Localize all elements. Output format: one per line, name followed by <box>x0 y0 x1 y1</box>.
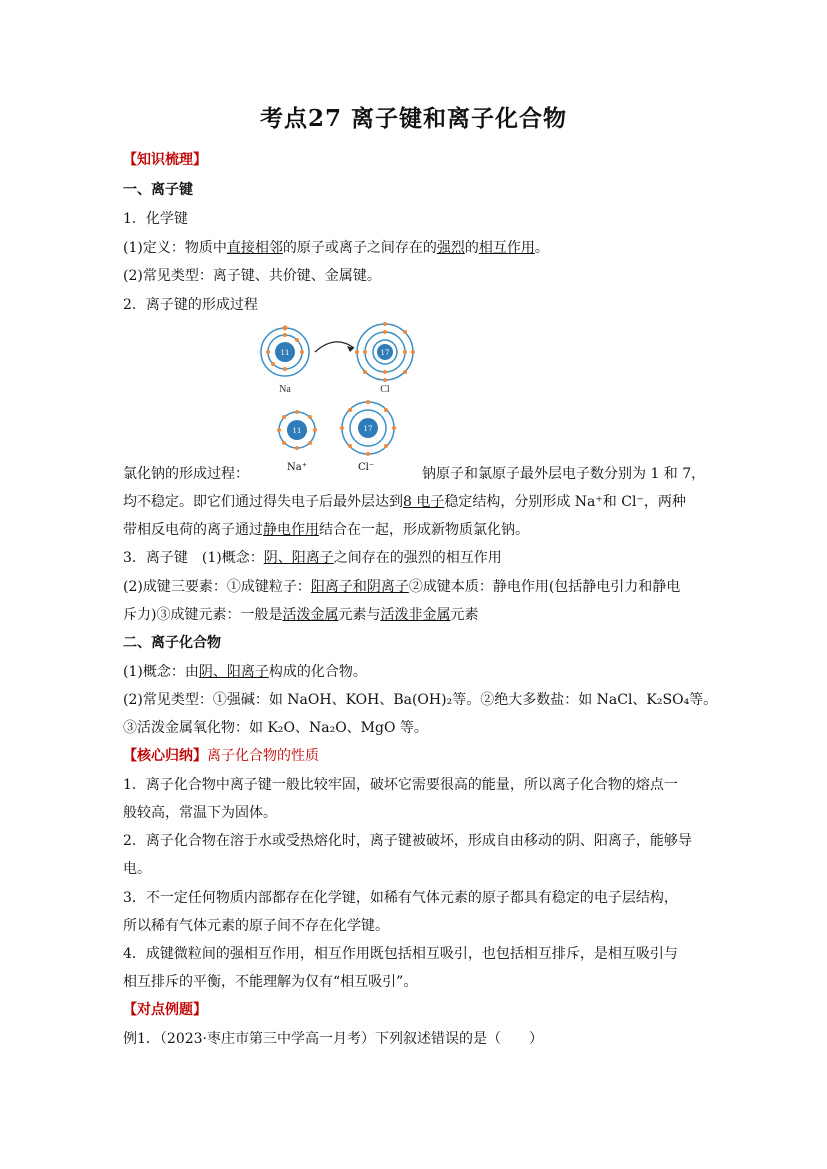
ionic-compound-types-1: (2)常见类型：①强碱：如 NaOH、KOH、Ba(OH)₂等。②绝大多数盐：如 NaCl、K₂SO₄等。 <box>123 692 718 708</box>
underlined-term: 活泼金属 <box>282 607 339 623</box>
para-text: 结合在一起，形成新物质氯化钠。 <box>319 522 529 538</box>
para-text: 3．离子键 (1)概念： <box>123 550 264 566</box>
svg-text:11: 11 <box>292 427 302 435</box>
definition-text: 。 <box>534 240 549 256</box>
cl-nucleus-label: 17 <box>380 349 390 357</box>
na-nucleus-label: 11 <box>280 349 290 357</box>
sodium-atom <box>261 326 309 396</box>
page-title: 考点27 离子键和离子化合物 <box>259 105 567 132</box>
point-line: 所以稀有气体元素的原子间不存在化学键。 <box>123 918 389 934</box>
definition-line <box>123 238 713 258</box>
para-text: 斥力)③成键元素：一般是 <box>123 607 283 623</box>
bond-types-line: (2)常见类型：离子键、共价键、金属键。 <box>123 268 381 284</box>
cl-label: Cl <box>380 384 390 395</box>
para-text: 均不稳定。即它们通过得失电子后最外层达到 <box>123 494 403 510</box>
section-knowledge-heading: 【知识梳理】 <box>123 152 207 168</box>
core-summary-heading <box>123 746 713 766</box>
underlined-term: 静电作用 <box>263 522 319 538</box>
example-1: 例1．（2023·枣庄市第三中学高一月考）下列叙述错误的是（ ） <box>123 1031 543 1047</box>
para-text: 构成的化合物。 <box>268 664 367 680</box>
cl-ion-label: Cl⁻ <box>358 462 375 473</box>
nacl-para-lead: 氯化钠的形成过程： <box>123 466 249 482</box>
section-example-heading: 【对点例题】 <box>123 1002 207 1018</box>
chlorine-atom <box>355 322 415 395</box>
underlined-term: 阳离子和阴离子 <box>310 579 409 595</box>
ionic-compound-definition <box>123 662 713 682</box>
heading-ionic-bond: 一、离子键 <box>123 182 193 198</box>
core-title: 离子化合物的性质 <box>207 748 319 764</box>
underlined-term: 相互作用 <box>478 240 535 256</box>
svg-text:17: 17 <box>363 425 373 433</box>
point-line: 般较高，常温下为固体。 <box>123 805 277 821</box>
nacl-para-after-image: 钠原子和氯原子最外层电子数分别为 1 和 7， <box>422 466 706 482</box>
point-line: 4．成键微粒间的强相互作用，相互作用既包括相互吸引，也包括相互排斥，是相互吸引与 <box>123 946 678 962</box>
ionic-compound-types-2: ③活泼金属氧化物：如 K₂O、Na₂O、MgO 等。 <box>123 720 428 736</box>
ionic-bond-concept <box>123 548 713 568</box>
sodium-ion <box>277 410 317 450</box>
point-line: 电。 <box>123 861 151 877</box>
underlined-term: 阴、阳离子 <box>263 550 334 566</box>
point-line: 相互排斥的平衡，不能理解为仅有“相互吸引”。 <box>123 974 418 990</box>
underlined-term: 直接相邻 <box>226 240 283 256</box>
para-text: 元素与 <box>338 607 381 623</box>
para-text: (1)概念：由 <box>123 664 199 680</box>
heading-ionic-compound: 二、离子化合物 <box>123 635 221 651</box>
core-bracket: 【核心归纳】 <box>123 748 207 764</box>
nacl-formation-diagram <box>250 322 420 462</box>
subheading-formation: 2．离子键的形成过程 <box>123 297 258 313</box>
point-line: 1．离子化合物中离子键一般比较牢固，破坏它需要很高的能量，所以离子化合物的熔点一 <box>123 777 678 793</box>
para-text: 元素 <box>450 607 479 623</box>
para-text: ②成键本质：静电作用(包括静电引力和静电 <box>408 579 681 595</box>
nacl-para-line3 <box>123 520 713 540</box>
underlined-term: 强烈 <box>436 240 465 256</box>
point-line: 3．不一定任何物质内部都存在化学键，如稀有气体元素的原子都具有稳定的电子层结构， <box>123 890 678 906</box>
para-text: 带相反电荷的离子通过 <box>123 522 263 538</box>
nacl-para-line2 <box>123 492 713 512</box>
para-text: (2)成键三要素：①成键粒子： <box>123 579 311 595</box>
underlined-term: 阴、阳离子 <box>198 664 269 680</box>
chloride-ion <box>340 400 396 456</box>
bond-elements-line1 <box>123 577 713 597</box>
para-text: 稳定结构，分别形成 Na⁺和 Cl⁻，两种 <box>444 494 686 510</box>
bond-elements-line2 <box>123 605 713 625</box>
na-ion-label: Na⁺ <box>287 462 307 473</box>
underlined-term: 活泼非金属 <box>380 607 451 623</box>
point-line: 2．离子化合物在溶于水或受热熔化时，离子键被破坏，形成自由移动的阴、阳离子，能够导 <box>123 833 692 849</box>
na-label: Na <box>279 384 291 395</box>
underlined-term: 8 电子 <box>403 494 445 510</box>
para-text: 之间存在的强烈的相互作用 <box>333 550 502 566</box>
definition-text: 的原子或离子之间存在的 <box>282 240 437 256</box>
subheading-chemical-bond: 1．化学键 <box>123 211 188 227</box>
definition-text: (1)定义：物质中 <box>123 240 227 256</box>
definition-text: 的 <box>464 240 479 256</box>
